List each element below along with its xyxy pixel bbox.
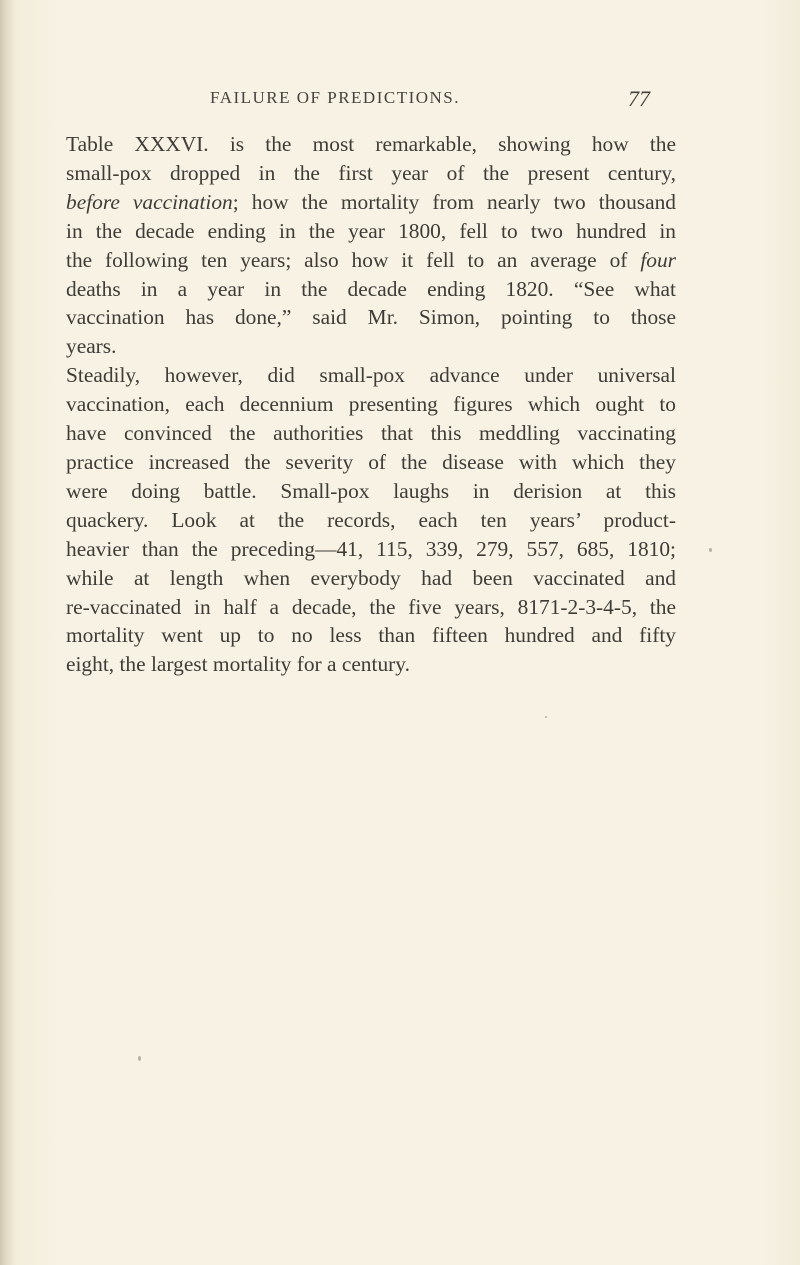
text-line: in the decade ending in the year 1800, fell to two hundred in: [66, 218, 676, 243]
text-line: Table XXXVI. is the most remarkable, showing how the: [66, 132, 676, 156]
text-line: Steadily, however, did small-pox advance under universal: [66, 363, 676, 388]
text-line: small-pox dropped in the first year of the present century,: [66, 160, 676, 185]
paragraph-1: [66, 130, 676, 361]
text-fragment: ; how the mortality from nearly two thousand: [232, 189, 676, 214]
text-line: vaccination, each decennium presenting figures which ought to: [66, 392, 676, 417]
body-text: [66, 130, 676, 679]
text-fragment: the following ten years; also how it fell to an average of: [66, 247, 628, 272]
paper-speck: [138, 1056, 141, 1061]
paper-speck: [545, 716, 547, 718]
text-line: re-vaccinated in half a decade, the five years, 8171-2-3-4-5, the: [66, 594, 676, 619]
page-number: 77: [628, 86, 650, 111]
running-title: FAILURE OF PREDICTIONS.: [210, 88, 461, 107]
text-line: while at length when everybody had been vaccinated and: [66, 565, 676, 590]
text-line: [66, 188, 676, 217]
text-line: vaccination has done,” said Mr. Simon, pointing to those: [66, 305, 676, 330]
italic-phrase: four: [640, 247, 676, 272]
paragraph-2: [66, 361, 676, 679]
text-line: have convinced the authorities that this meddling vaccinating: [66, 421, 676, 446]
italic-phrase: before vaccination: [66, 189, 233, 214]
text-line: mortality went up to no less than fifteen hundred and fifty: [66, 623, 676, 648]
text-line: [66, 246, 676, 275]
page-gutter-shadow: [0, 0, 14, 1265]
text-line: practice increased the severity of the disease with which they: [66, 449, 676, 474]
paper-speck: [709, 548, 712, 552]
text-line: quackery. Look at the records, each ten years’ product-: [66, 507, 676, 532]
text-line: eight, the largest mortality for a century.: [66, 652, 410, 677]
text-line: heavier than the preceding—41, 115, 339, 279, 557, 685, 1810;: [66, 536, 676, 561]
text-line: were doing battle. Small-pox laughs in derision at this: [66, 478, 676, 503]
text-line: deaths in a year in the decade ending 1820. “See what: [66, 276, 676, 301]
running-head: [210, 88, 650, 118]
text-line: years.: [66, 334, 117, 359]
